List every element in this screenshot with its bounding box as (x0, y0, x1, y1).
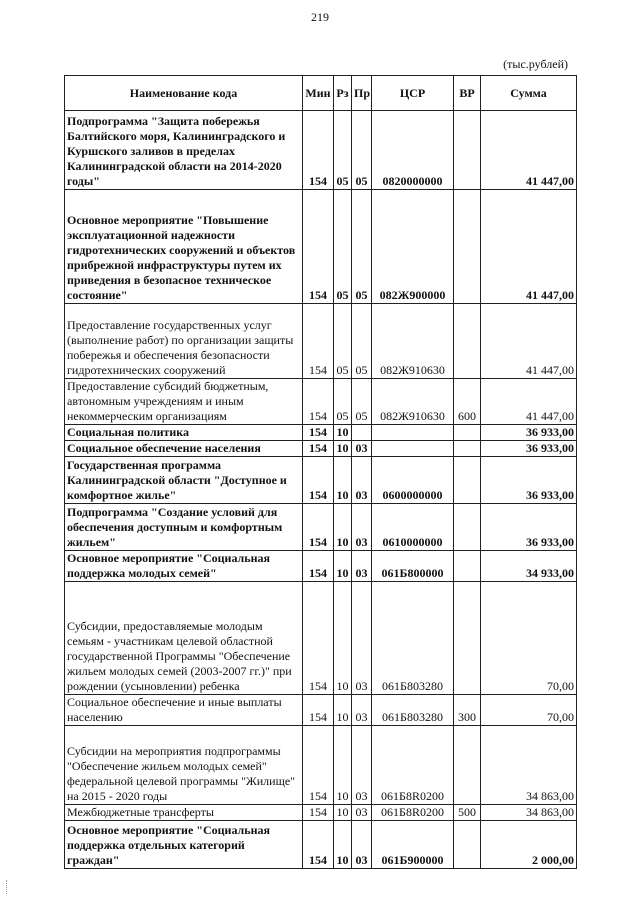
header-vr: ВР (454, 76, 481, 111)
cell-rz: 10 (334, 441, 352, 457)
cell-rz: 10 (334, 582, 352, 695)
cell-vr (454, 304, 481, 379)
cell-sum: 41 447,00 (481, 111, 577, 190)
cell-name: Основное мероприятие "Социальная поддержка молодых семей" (65, 551, 303, 582)
cell-sum: 2 000,00 (481, 821, 577, 869)
cell-vr: 300 (454, 695, 481, 726)
cell-name: Основное мероприятие "Повышение эксплуатационной надежности гидротехнических сооружений и объектов прибрежной инфраструктуры путем их приведения в безопасное техническое состояние" (65, 190, 303, 304)
cell-vr (454, 441, 481, 457)
cell-pr: 03 (352, 441, 372, 457)
cell-vr (454, 457, 481, 504)
cell-csr: 082Ж910630 (372, 304, 454, 379)
table-row (65, 551, 577, 582)
table-row (65, 805, 577, 821)
cell-vr (454, 504, 481, 551)
cell-min: 154 (303, 441, 334, 457)
cell-name: Субсидии на мероприятия подпрограммы "Обеспечение жильем молодых семей" федеральной целевой программы "Жилище" на 2015 - 2020 годы (65, 726, 303, 805)
units-label: (тыс.рублей) (503, 57, 568, 71)
cell-csr: 061Б803280 (372, 695, 454, 726)
cell-min: 154 (303, 551, 334, 582)
cell-rz: 05 (334, 190, 352, 304)
cell-rz: 10 (334, 695, 352, 726)
header-pr: Пр (352, 76, 372, 111)
table-row (65, 726, 577, 805)
cell-vr (454, 726, 481, 805)
table-row (65, 457, 577, 504)
cell-vr (454, 551, 481, 582)
table-row (65, 504, 577, 551)
cell-pr: 03 (352, 726, 372, 805)
cell-vr (454, 425, 481, 441)
cell-name: Предоставление государственных услуг (выполнение работ) по организации защиты побережья и обеспечения безопасности гидротехнических сооружений (65, 304, 303, 379)
cell-name: Основное мероприятие "Социальная поддержка отдельных категорий граждан" (65, 821, 303, 869)
cell-csr: 061Б8R0200 (372, 726, 454, 805)
cell-csr: 082Ж900000 (372, 190, 454, 304)
cell-min: 154 (303, 695, 334, 726)
header-sum: Сумма (481, 76, 577, 111)
cell-name: Социальная политика (65, 425, 303, 441)
cell-min: 154 (303, 425, 334, 441)
cell-vr (454, 821, 481, 869)
cell-name: Межбюджетные трансферты (65, 805, 303, 821)
cell-pr: 03 (352, 695, 372, 726)
budget-table (64, 75, 577, 869)
table-row (65, 190, 577, 304)
cell-vr (454, 190, 481, 304)
cell-min: 154 (303, 111, 334, 190)
cell-min: 154 (303, 304, 334, 379)
cell-vr (454, 111, 481, 190)
cell-csr: 061Б803280 (372, 582, 454, 695)
cell-min: 154 (303, 805, 334, 821)
cell-pr: 03 (352, 551, 372, 582)
cell-csr: 061Б900000 (372, 821, 454, 869)
cell-rz: 10 (334, 551, 352, 582)
cell-rz: 10 (334, 504, 352, 551)
cell-csr: 061Б8R0200 (372, 805, 454, 821)
cell-min: 154 (303, 821, 334, 869)
cell-vr (454, 582, 481, 695)
cell-sum: 36 933,00 (481, 425, 577, 441)
cell-rz: 05 (334, 304, 352, 379)
page-number: 219 (311, 10, 329, 24)
cell-min: 154 (303, 726, 334, 805)
cell-csr: 0820000000 (372, 111, 454, 190)
cell-rz: 05 (334, 379, 352, 425)
table-row (65, 379, 577, 425)
cell-min: 154 (303, 582, 334, 695)
cell-sum: 70,00 (481, 695, 577, 726)
cell-rz: 05 (334, 111, 352, 190)
cell-pr: 03 (352, 582, 372, 695)
cell-name: Социальное обеспечение населения (65, 441, 303, 457)
table-row (65, 111, 577, 190)
header-name: Наименование кода (65, 76, 303, 111)
cell-csr: 0610000000 (372, 504, 454, 551)
cell-sum: 41 447,00 (481, 379, 577, 425)
cell-rz: 10 (334, 425, 352, 441)
table-row (65, 582, 577, 695)
table-row (65, 821, 577, 869)
cell-vr: 600 (454, 379, 481, 425)
cell-vr: 500 (454, 805, 481, 821)
cell-name: Социальное обеспечение и иные выплаты населению (65, 695, 303, 726)
cell-rz: 10 (334, 821, 352, 869)
table-row (65, 441, 577, 457)
header-csr: ЦСР (372, 76, 454, 111)
cell-sum: 41 447,00 (481, 190, 577, 304)
cell-rz: 10 (334, 457, 352, 504)
table-row (65, 304, 577, 379)
cell-sum: 36 933,00 (481, 441, 577, 457)
cell-min: 154 (303, 190, 334, 304)
cell-sum: 34 863,00 (481, 805, 577, 821)
scan-margin-mark (6, 880, 9, 894)
cell-sum: 36 933,00 (481, 457, 577, 504)
cell-name: Субсидии, предоставляемые молодым семьям - участникам целевой областной государственной Программы "Обеспечение жильем молодых семей (2003-2007 гг.)" при рождении (усыновлении) ребенка (65, 582, 303, 695)
cell-csr (372, 441, 454, 457)
cell-pr: 03 (352, 821, 372, 869)
cell-sum: 36 933,00 (481, 504, 577, 551)
cell-pr: 05 (352, 190, 372, 304)
cell-sum: 34 933,00 (481, 551, 577, 582)
cell-sum: 34 863,00 (481, 726, 577, 805)
cell-csr: 061Б800000 (372, 551, 454, 582)
cell-sum: 41 447,00 (481, 304, 577, 379)
cell-pr: 03 (352, 457, 372, 504)
cell-rz: 10 (334, 805, 352, 821)
header-rz: Рз (334, 76, 352, 111)
cell-name: Подпрограмма "Создание условий для обеспечения доступным и комфортным жильем" (65, 504, 303, 551)
cell-pr: 05 (352, 111, 372, 190)
header-row (65, 76, 577, 111)
table-row (65, 425, 577, 441)
header-min: Мин (303, 76, 334, 111)
cell-min: 154 (303, 379, 334, 425)
cell-rz: 10 (334, 726, 352, 805)
cell-pr (352, 425, 372, 441)
cell-csr: 082Ж910630 (372, 379, 454, 425)
table-row (65, 695, 577, 726)
cell-name: Предоставление субсидий бюджетным, автономным учреждениям и иным некоммерческим организациям (65, 379, 303, 425)
cell-csr (372, 425, 454, 441)
cell-name: Государственная программа Калининградской области "Доступное и комфортное жилье" (65, 457, 303, 504)
cell-csr: 0600000000 (372, 457, 454, 504)
cell-pr: 05 (352, 304, 372, 379)
cell-name: Подпрограмма "Защита побережья Балтийского моря, Калининградского и Куршского заливов в пределах Калининградской области на 2014-2020 годы" (65, 111, 303, 190)
cell-pr: 03 (352, 805, 372, 821)
cell-pr: 03 (352, 504, 372, 551)
cell-sum: 70,00 (481, 582, 577, 695)
cell-pr: 05 (352, 379, 372, 425)
cell-min: 154 (303, 457, 334, 504)
cell-min: 154 (303, 504, 334, 551)
